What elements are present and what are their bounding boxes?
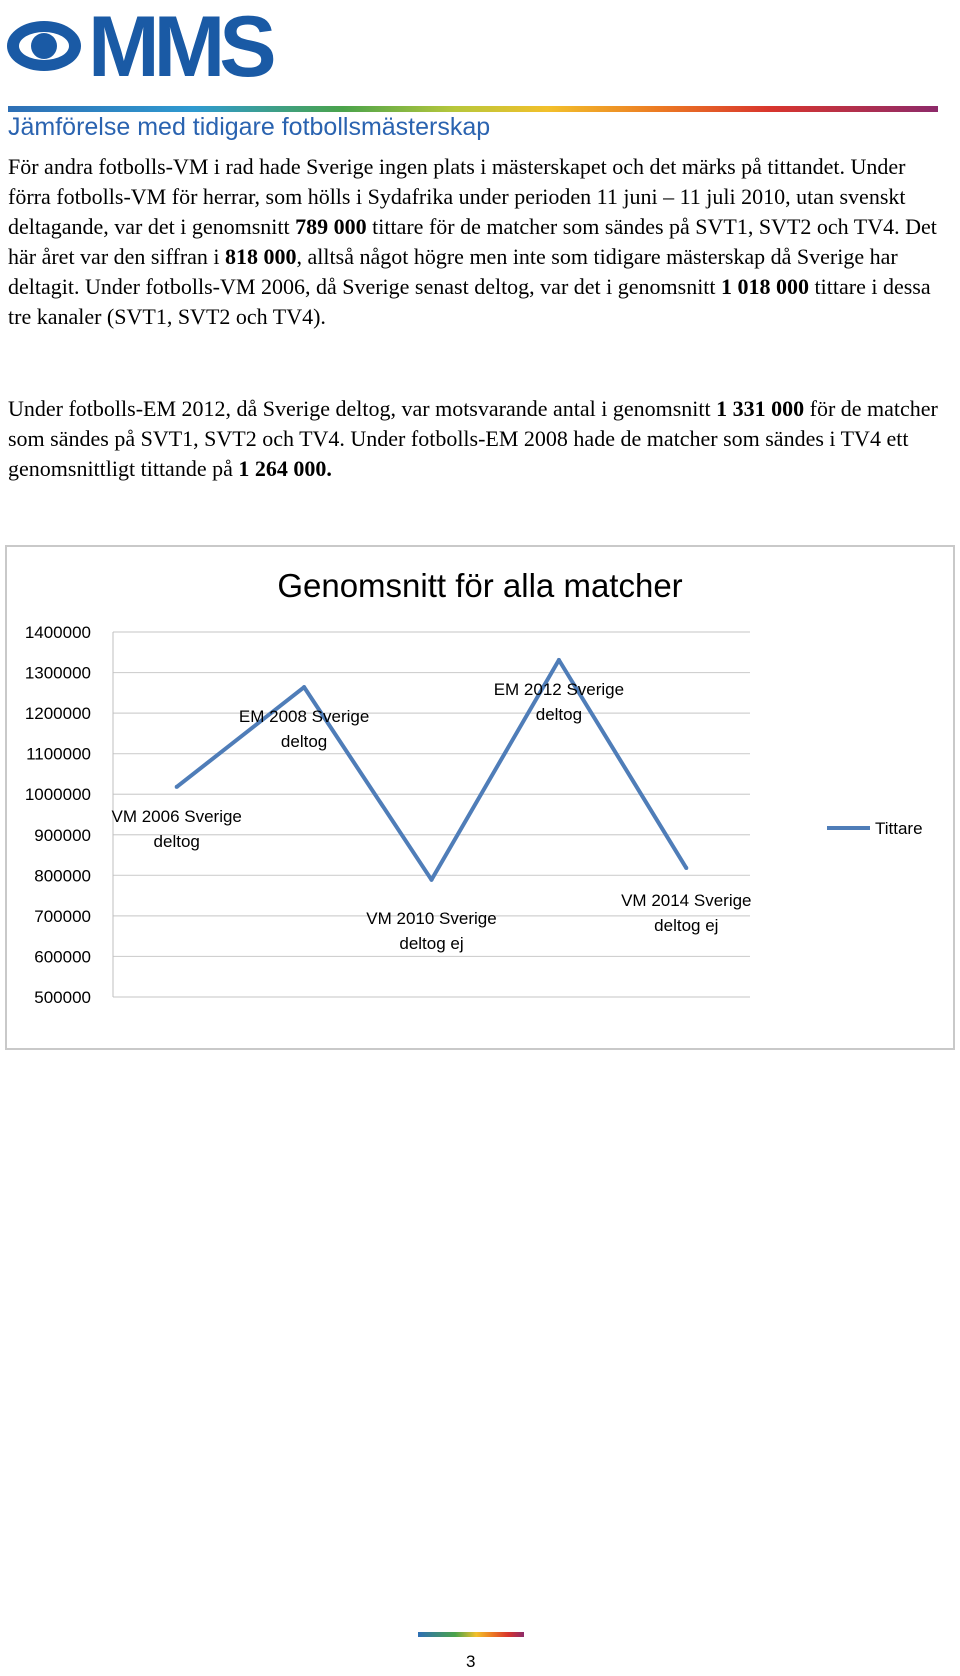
paragraph-1: För andra fotbolls-VM i rad hade Sverige ingen plats i mästerskapet och det märks på tittandet. Under förra fotbolls-VM för herrar, som hölls i Sydafrika under perioden 11 juni – 11 juli 2010, utan svenskt deltagande, var det i genomsnitt 789 000 tittare för de matcher som sändes på SVT1, SVT2 och TV4. Det här året var den siffran i 818 000, alltså något högre men inte som tidigare mästerskap då Sverige har deltagit. Under fotbolls-VM 2006, då Sverige senast deltog, var det i genomsnitt 1 018 000 tittare i dessa tre kanaler (SVT1, SVT2 och TV4). [8,154,937,329]
y-tick-label: 500000 [34,988,91,1007]
paragraph-2: Under fotbolls-EM 2012, då Sverige deltog, var motsvarande antal i genomsnitt 1 331 000 för de matcher som sändes på SVT1, SVT2 och TV4. Under fotbolls-EM 2008 hade de matcher som sändes i TV4 ett genomsnittligt tittande på 1 264 000. [8,396,938,481]
data-label: deltog [280,732,328,752]
y-tick-label: 1200000 [24,704,91,724]
logo-text: MMS [88,6,271,84]
header-rainbow-bar [8,106,938,112]
data-label: deltog ej [654,916,719,936]
section-heading: Jämförelse med tidigare fotbollsmästerskap [8,113,491,141]
y-tick-label: 1400000 [24,623,91,642]
data-point [557,658,561,662]
data-label: deltog [153,831,200,851]
data-label: EM 2008 Sverige [238,707,370,727]
line-chart [5,545,955,1050]
chart-title: Genomsnitt för alla matcher [277,567,683,604]
y-tick-label: 800000 [34,866,91,886]
data-point [175,785,179,789]
eye-icon [7,21,81,71]
data-label: VM 2014 Sverige [621,891,752,911]
data-label: VM 2006 Sverige [111,806,242,826]
data-point [684,866,688,870]
data-label: VM 2010 Sverige [366,908,497,928]
data-point [430,878,434,882]
y-tick-label: 1300000 [24,663,91,683]
y-tick-label: 1100000 [26,744,91,764]
data-label: deltog ej [399,933,464,953]
legend-label: Tittare [875,819,923,838]
footer-rainbow-bar [418,1632,524,1637]
y-tick-label: 700000 [34,906,91,926]
y-tick-label: 1000000 [24,785,91,805]
data-point [302,685,306,689]
data-label: deltog [535,704,583,724]
y-tick-label: 600000 [34,947,91,967]
page-number: 3 [466,1652,476,1671]
y-tick-label: 900000 [34,825,91,845]
data-label: EM 2012 Sverige [493,679,625,699]
